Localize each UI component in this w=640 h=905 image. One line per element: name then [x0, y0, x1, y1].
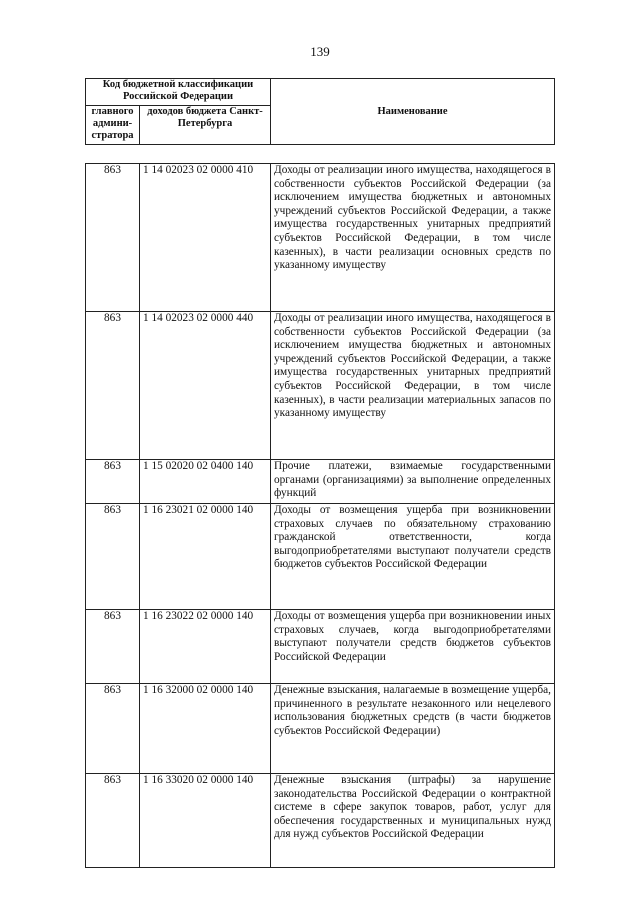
income-name: Денежные взыскания (штрафы) за нарушение законодательства Российской Федерации о контрактной системе в сфере закупок товаров, работ, услуг для обеспечения государственных и муниципальных нужд для нужд субъектов Российской Федерации — [271, 774, 555, 868]
income-code: 1 14 02023 02 0000 410 — [140, 164, 271, 312]
table-header — [85, 78, 555, 145]
header-name: Наименование — [271, 79, 555, 145]
admin-code: 863 — [86, 684, 140, 774]
income-code: 1 15 02020 02 0400 140 — [140, 460, 271, 504]
table-row — [86, 610, 555, 684]
table-row — [86, 460, 555, 504]
table-row — [86, 164, 555, 312]
admin-code: 863 — [86, 460, 140, 504]
table-row — [86, 774, 555, 868]
page-number: 139 — [310, 44, 330, 59]
header-group-title: Код бюджетной классификации Российской Федерации — [86, 79, 271, 106]
budget-code-table — [85, 163, 555, 868]
admin-code: 863 — [86, 504, 140, 610]
admin-code: 863 — [86, 610, 140, 684]
income-code: 1 16 33020 02 0000 140 — [140, 774, 271, 868]
income-name: Доходы от возмещения ущерба при возникновении иных страховых случаев, когда выгодоприобретателями выступают получатели средств бюджетов субъектов Российской Федерации — [271, 610, 555, 684]
admin-code: 863 — [86, 164, 140, 312]
income-code: 1 16 23022 02 0000 140 — [140, 610, 271, 684]
admin-code: 863 — [86, 774, 140, 868]
income-name: Денежные взыскания, налагаемые в возмещение ущерба, причиненного в результате незаконного или нецелевого использования бюджетных средств (в части бюджетов субъектов Российской Федерации) — [271, 684, 555, 774]
income-code: 1 14 02023 02 0000 440 — [140, 312, 271, 460]
income-name: Доходы от реализации иного имущества, находящегося в собственности субъектов Российской Федерации (за исключением имущества бюджетных и автономных учреждений субъектов Российской Федерации, а также имущества государственных унитарных предприятий субъектов Российской Федерации, в том числе казенных), в части реализации основных средств по указанному имуществу — [271, 164, 555, 312]
header-income: доходов бюджета Санкт-Петербурга — [140, 106, 271, 145]
income-name: Прочие платежи, взимаемые государственными органами (организациями) за выполнение определенных функций — [271, 460, 555, 504]
table-row — [86, 504, 555, 610]
admin-code: 863 — [86, 312, 140, 460]
income-code: 1 16 32000 02 0000 140 — [140, 684, 271, 774]
income-code: 1 16 23021 02 0000 140 — [140, 504, 271, 610]
income-name: Доходы от возмещения ущерба при возникновении страховых случаев по обязательному страхованию гражданской ответственности, когда выгодоприобретателями выступают получатели средств бюджетов субъектов Российской Федерации — [271, 504, 555, 610]
table-row — [86, 312, 555, 460]
header-admin: главного админи-стратора — [86, 106, 140, 145]
income-name: Доходы от реализации иного имущества, находящегося в собственности субъектов Российской Федерации (за исключением имущества бюджетных и автономных учреждений субъектов Российской Федерации, а также имущества государственных унитарных предприятий субъектов Российской Федерации, в том числе казенных), в части реализации материальных запасов по указанному имуществу — [271, 312, 555, 460]
table-row — [86, 684, 555, 774]
